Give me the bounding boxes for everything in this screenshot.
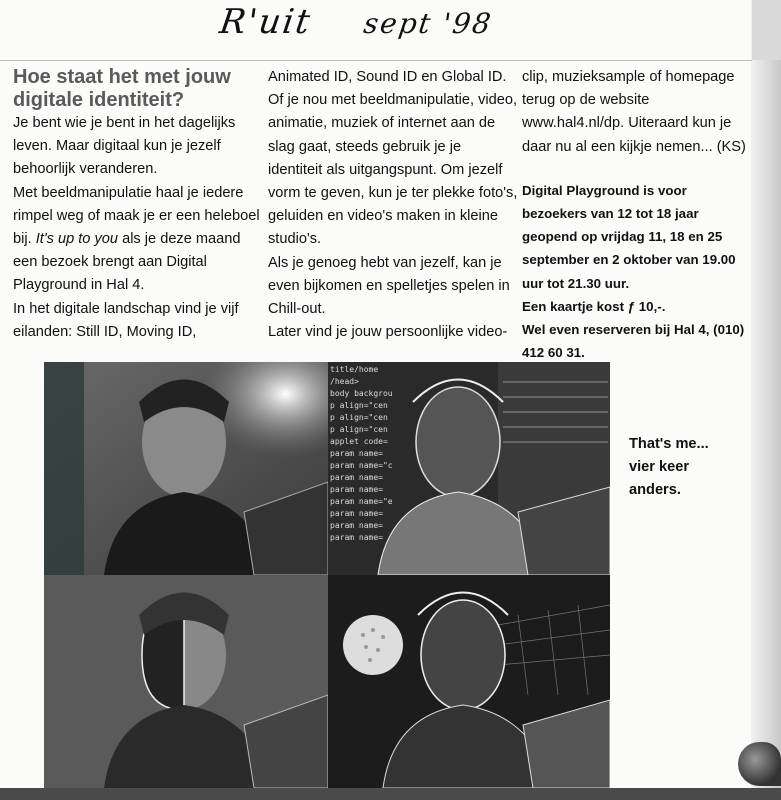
portrait-photo-grid xyxy=(44,362,610,788)
article-headline: Hoe staat het met jouw digitale identiteit? xyxy=(13,66,231,111)
code-line: applet code= xyxy=(330,437,388,446)
paragraph: Als je genoeg hebt van jezelf, kan je even bijkomen en spelletjes spelen in Chill-out. xyxy=(268,254,510,318)
bottom-scan-edge xyxy=(0,788,781,800)
code-line: param name= xyxy=(330,533,383,542)
portrait-image-4 xyxy=(328,575,610,788)
portrait-tile-2 xyxy=(328,362,610,575)
code-line: p align="cen xyxy=(330,425,388,434)
paragraph: Later vind je jouw persoonlijke video- xyxy=(268,324,508,341)
portrait-image-3 xyxy=(44,575,328,788)
portrait-image-2 xyxy=(328,362,610,575)
handwritten-date: sept '98 xyxy=(361,7,495,40)
handwritten-source: R'uit xyxy=(217,2,315,42)
code-line: param name= xyxy=(330,473,383,482)
decorative-rock-image xyxy=(738,742,781,786)
clipping-top-edge xyxy=(0,60,752,61)
code-line: /head> xyxy=(330,377,359,386)
code-line: param name= xyxy=(330,449,383,458)
paragraph: Je bent wie je bent in het dagelijks leven. Maar digitaal kun je jezelf behoorlijk veranderen. xyxy=(13,115,236,178)
event-info-line: Digital Playground is voor bezoekers van 12 tot 18 jaar geopend op vrijdag 11, 18 en 25 september en 2 oktober van 19.00 uur tot 21.30 uur. xyxy=(522,182,736,291)
page-edge-shadow xyxy=(751,0,781,800)
code-line: param name= xyxy=(330,521,383,530)
caption-line: anders. xyxy=(629,482,681,498)
article-column-1 xyxy=(13,66,263,344)
event-info xyxy=(522,179,752,365)
code-line: p align="cen xyxy=(330,413,388,422)
code-line: param name="c xyxy=(330,461,393,470)
paragraph: clip, muzieksample of homepage terug op de website www.hal4.nl/dp. Uiteraard kun je daar nu al een kijkje nemen... (KS) xyxy=(522,69,746,155)
code-line: title/home xyxy=(330,365,379,374)
article-column-2 xyxy=(268,66,518,344)
italic-phrase: It's up to you xyxy=(35,231,119,248)
paragraph: In het digitale landschap vind je vijf eilanden: Still ID, Moving ID, xyxy=(13,300,239,340)
code-line: param name= xyxy=(330,485,383,494)
paragraph-text: als je deze maand een bezoek brengt aan Digital Playground in Hal 4. xyxy=(13,231,241,294)
page-edge-shadow-top xyxy=(752,0,781,60)
portrait-tile-3 xyxy=(44,575,328,788)
caption-line: vier keer xyxy=(629,459,690,475)
photo-caption xyxy=(629,433,739,502)
code-line: body backgrou xyxy=(330,389,393,398)
code-line: p align="cen xyxy=(330,401,388,410)
paragraph xyxy=(13,182,263,298)
handwritten-note xyxy=(217,2,495,42)
code-line: param name="e xyxy=(330,497,393,506)
paragraph-text: Met beeldmanipulatie haal je iedere rimpel weg of maak je er een heleboel bij. xyxy=(13,184,260,248)
portrait-image-1 xyxy=(44,362,328,575)
caption-line: That's me... xyxy=(629,436,709,452)
portrait-tile-4 xyxy=(328,575,610,788)
paragraph: Animated ID, Sound ID en Global ID. Of je nou met beeldmanipulatie, video, animatie, muziek of internet aan de slag gaat, steeds gebruik je je identiteit als uitgangspunt. Om jezelf vorm te geven, kun je ter plekke foto's, geluiden en video's maken in kleine studio's. xyxy=(268,69,518,248)
event-info-line: Wel even reserveren bij Hal 4, (010) 412 60 31. xyxy=(522,322,745,361)
portrait-tile-1 xyxy=(44,362,328,575)
article-column-3 xyxy=(522,66,752,364)
event-info-line: Een kaartje kost ƒ 10,-. xyxy=(522,298,666,314)
code-line: param name= xyxy=(330,509,383,518)
